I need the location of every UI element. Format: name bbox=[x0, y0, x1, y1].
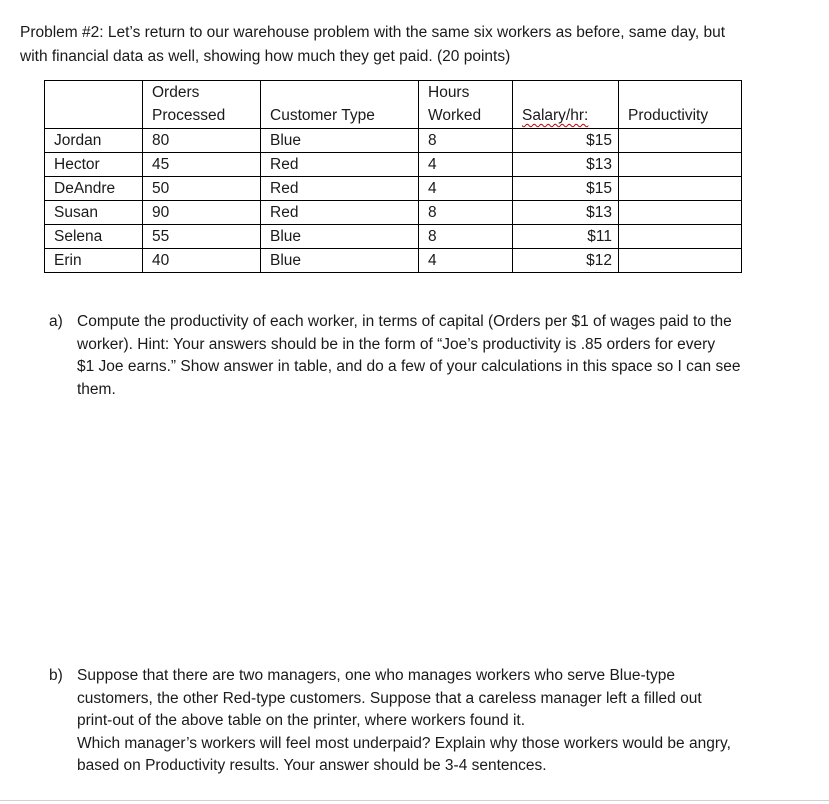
question-a bbox=[49, 311, 789, 401]
customer-cell: Red bbox=[261, 201, 419, 225]
salary-cell: $12 bbox=[513, 249, 619, 273]
worker-name: Selena bbox=[45, 225, 143, 249]
header-orders bbox=[143, 81, 261, 129]
header-salary-text: Salary/hr: bbox=[522, 107, 589, 124]
page-bottom-divider bbox=[0, 800, 829, 801]
header-hours bbox=[419, 81, 513, 129]
question-b bbox=[49, 665, 789, 778]
header-name-cell bbox=[45, 81, 143, 129]
table-row bbox=[45, 129, 742, 153]
question-b-text bbox=[77, 665, 789, 778]
productivity-cell[interactable] bbox=[619, 201, 742, 225]
problem-intro bbox=[20, 21, 810, 69]
customer-cell: Red bbox=[261, 153, 419, 177]
customer-cell: Blue bbox=[261, 129, 419, 153]
hours-cell: 4 bbox=[419, 249, 513, 273]
worker-name: DeAndre bbox=[45, 177, 143, 201]
question-a-text bbox=[77, 311, 789, 401]
worker-table bbox=[44, 80, 742, 273]
question-b-line: print-out of the above table on the printer, where workers found it. bbox=[77, 712, 526, 729]
salary-cell: $13 bbox=[513, 153, 619, 177]
question-b-line: customers, the other Red-type customers. Suppose that a careless manager left a filled out bbox=[77, 689, 702, 707]
question-a-line: Compute the productivity of each worker, in terms of capital (Orders per $1 of wages paid to the bbox=[77, 313, 732, 330]
worker-name: Erin bbox=[45, 249, 143, 273]
header-productivity: Productivity bbox=[619, 81, 742, 129]
orders-cell: 90 bbox=[143, 201, 261, 225]
question-a-label: a) bbox=[49, 313, 63, 330]
question-a-line: worker). Hint: Your answers should be in the form of “Joe’s productivity is .85 orders for every bbox=[77, 335, 716, 353]
header-orders-bottom: Processed bbox=[152, 107, 226, 124]
customer-cell: Blue bbox=[261, 249, 419, 273]
question-b-label: b) bbox=[49, 667, 63, 684]
productivity-cell[interactable] bbox=[619, 225, 742, 249]
intro-line: with financial data as well, showing how much they get paid. (20 points) bbox=[20, 48, 511, 65]
salary-cell: $11 bbox=[513, 225, 619, 249]
worker-name: Hector bbox=[45, 153, 143, 177]
table-row bbox=[45, 201, 742, 225]
orders-cell: 50 bbox=[143, 177, 261, 201]
table-row bbox=[45, 153, 742, 177]
customer-cell: Red bbox=[261, 177, 419, 201]
hours-cell: 8 bbox=[419, 201, 513, 225]
header-customer-type: Customer Type bbox=[261, 81, 419, 129]
productivity-cell[interactable] bbox=[619, 153, 742, 177]
worker-name: Susan bbox=[45, 201, 143, 225]
productivity-cell[interactable] bbox=[619, 177, 742, 201]
question-b-line: Which manager’s workers will feel most underpaid? Explain why those workers would be angry, bbox=[77, 734, 731, 752]
table-header-row bbox=[45, 81, 742, 129]
customer-cell: Blue bbox=[261, 225, 419, 249]
productivity-cell[interactable] bbox=[619, 129, 742, 153]
productivity-cell[interactable] bbox=[619, 249, 742, 273]
header-hours-top: Hours bbox=[428, 84, 470, 101]
orders-cell: 55 bbox=[143, 225, 261, 249]
question-b-line: based on Productivity results. Your answer should be 3-4 sentences. bbox=[77, 757, 547, 774]
header-orders-top: Orders bbox=[152, 84, 200, 101]
header-salary bbox=[513, 81, 619, 129]
worker-name: Jordan bbox=[45, 129, 143, 153]
orders-cell: 80 bbox=[143, 129, 261, 153]
hours-cell: 8 bbox=[419, 225, 513, 249]
hours-cell: 4 bbox=[419, 177, 513, 201]
table-row bbox=[45, 225, 742, 249]
salary-cell: $15 bbox=[513, 177, 619, 201]
table-row bbox=[45, 177, 742, 201]
intro-line: Problem #2: Let’s return to our warehouse problem with the same six workers as before, same day, but bbox=[20, 24, 726, 41]
orders-cell: 40 bbox=[143, 249, 261, 273]
question-b-line: Suppose that there are two managers, one who manages workers who serve Blue-type bbox=[77, 667, 675, 684]
question-a-line: them. bbox=[77, 380, 116, 398]
table-row bbox=[45, 249, 742, 273]
salary-cell: $13 bbox=[513, 201, 619, 225]
hours-cell: 8 bbox=[419, 129, 513, 153]
salary-cell: $15 bbox=[513, 129, 619, 153]
hours-cell: 4 bbox=[419, 153, 513, 177]
question-a-line: $1 Joe earns.” Show answer in table, and do a few of your calculations in this space so I can see bbox=[77, 358, 741, 375]
header-hours-bottom: Worked bbox=[428, 107, 482, 124]
orders-cell: 45 bbox=[143, 153, 261, 177]
